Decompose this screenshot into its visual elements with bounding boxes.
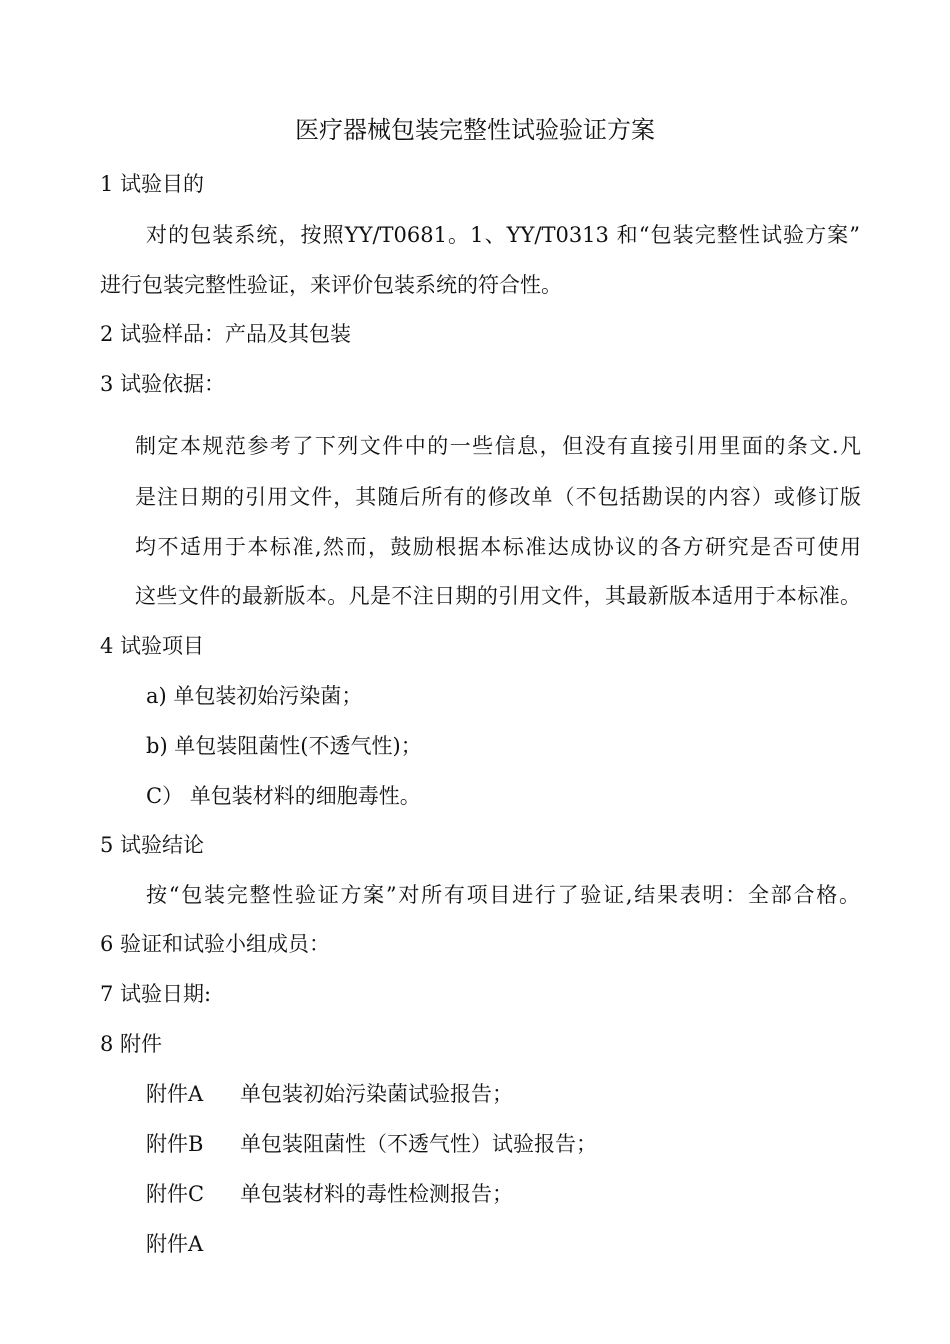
section-5-conclusion: 按“包装完整性验证方案”对所有项目进行了验证,结果表明：全部合格。: [146, 883, 860, 907]
section-6-heading: 6 验证和试验小组成员：: [100, 932, 331, 956]
section-3-paragraph-line-4: 这些文件的最新版本。凡是不注日期的引用文件，其最新版本适用于本标准。: [135, 584, 861, 608]
section-4-item-c: C） 单包装材料的细胞毒性。: [146, 784, 421, 808]
attachment-c-text: 单包装材料的毒性检测报告；: [240, 1182, 513, 1206]
attachment-a-repeat-label: 附件A: [146, 1232, 204, 1256]
section-3-paragraph-line-1: 制定本规范参考了下列文件中的一些信息，但没有直接引用里面的条文.凡: [135, 434, 861, 458]
section-3-heading: 3 试验依据：: [100, 372, 226, 396]
section-3-paragraph-line-2: 是注日期的引用文件，其随后所有的修改单（不包括勘误的内容）或修订版: [135, 485, 861, 509]
section-4-item-b: b) 单包装阻菌性(不透气性)；: [146, 734, 422, 758]
section-1-heading: 1 试验目的: [100, 172, 205, 196]
section-7-heading: 7 试验日期:: [100, 982, 212, 1006]
document-title: 医疗器械包装完整性试验验证方案: [295, 116, 655, 144]
attachment-c-label: 附件C: [146, 1182, 205, 1206]
attachment-a-label: 附件A: [146, 1082, 204, 1106]
section-4-item-a: a) 单包装初始污染菌；: [146, 684, 363, 708]
section-8-heading: 8 附件: [100, 1032, 163, 1056]
attachment-b-text: 单包装阻菌性（不透气性）试验报告；: [240, 1132, 597, 1156]
attachment-b-label: 附件B: [146, 1132, 204, 1156]
section-3-paragraph-line-3: 均不适用于本标准,然而，鼓励根据本标准达成协议的各方研究是否可使用: [135, 535, 861, 559]
section-4-heading: 4 试验项目: [100, 634, 205, 658]
section-1-paragraph-line-2: 进行包装完整性验证，来评价包装系统的符合性。: [100, 273, 562, 297]
section-2-heading: 2 试验样品：产品及其包装: [100, 322, 352, 346]
section-5-heading: 5 试验结论: [100, 833, 205, 857]
section-1-paragraph-line-1: 对的包装系统，按照YY/T0681。1、YY/T0313 和“包装完整性试验方案”: [146, 223, 860, 247]
attachment-a-text: 单包装初始污染菌试验报告；: [240, 1082, 513, 1106]
